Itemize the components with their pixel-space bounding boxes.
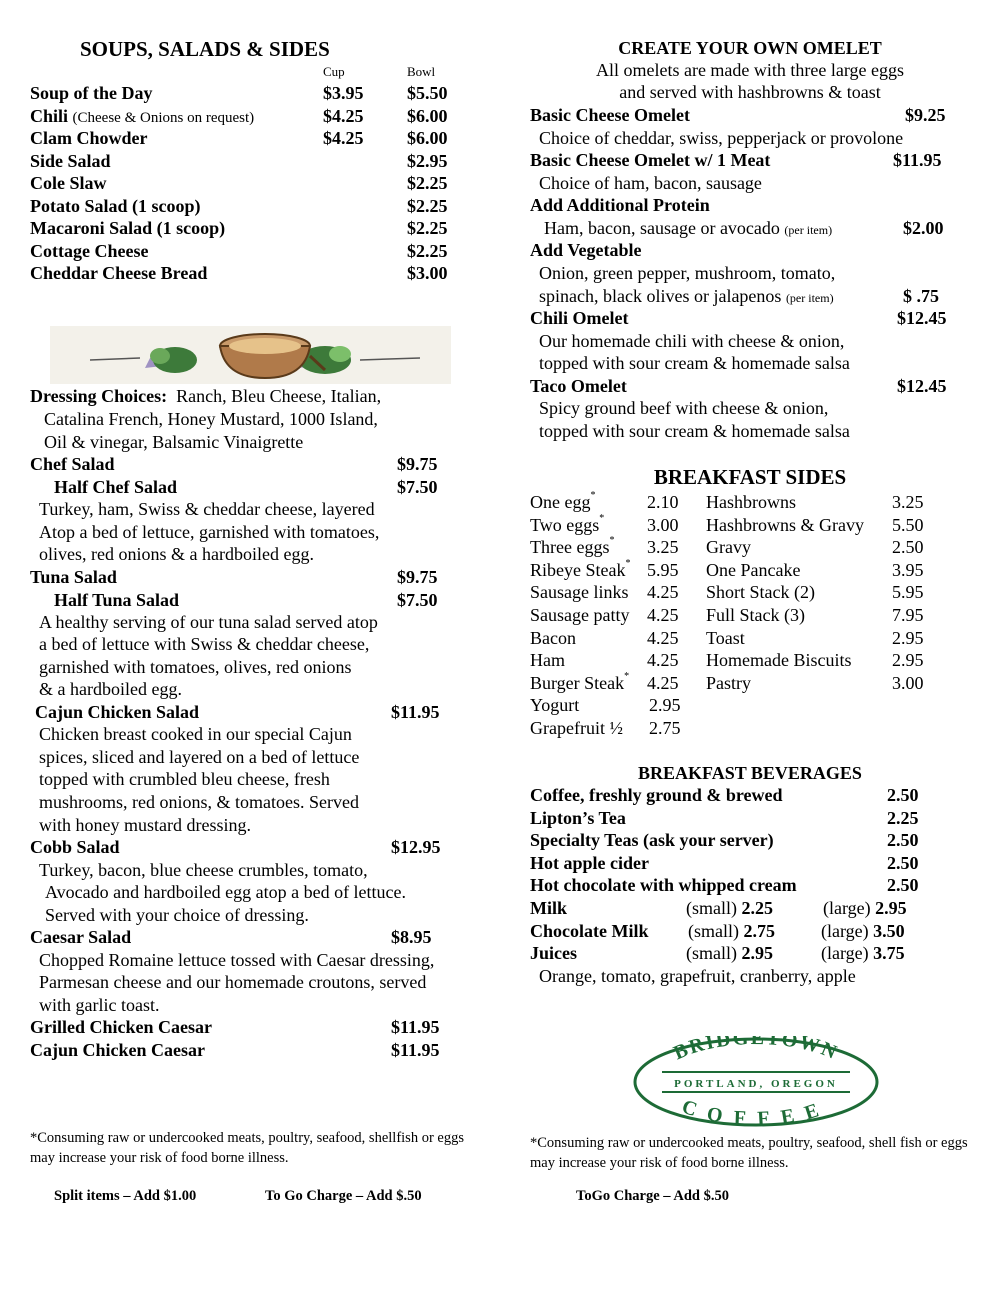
side-item-star: * — [609, 535, 615, 547]
small-size — [688, 920, 775, 942]
cajun-caesar: Cajun Chicken Caesar — [30, 1040, 206, 1060]
taco-omelet: Taco Omelet — [530, 376, 627, 396]
soup-item — [30, 195, 201, 217]
grilled-caesar-price: $11.95 — [391, 1017, 440, 1037]
side-item: One Pancake — [706, 559, 801, 580]
side-item-star: * — [599, 512, 605, 524]
beverage-price: 2.50 — [887, 852, 919, 873]
omelet-title: CREATE YOUR OWN OMELET — [618, 38, 882, 58]
side-item-price: 3.00 — [647, 514, 679, 535]
chili-desc-1: Our homemade chili with cheese & onion, — [539, 331, 845, 351]
side-item-price: 5.95 — [892, 582, 924, 603]
beverage-item: Coffee, freshly ground & brewed — [530, 785, 783, 805]
beverage-item: Hot apple cider — [530, 852, 649, 873]
side-item-price: 3.25 — [647, 537, 679, 558]
large-size — [821, 942, 905, 964]
beverage-price: 2.50 — [887, 875, 919, 895]
soup-cup-price: $4.25 — [323, 128, 364, 148]
large-price: 3.75 — [873, 943, 905, 963]
side-item — [530, 649, 565, 671]
breakfast-sides-title: BREAKFAST SIDES — [653, 465, 847, 489]
side-item-star: * — [624, 670, 630, 682]
side-item-price: 2.95 — [892, 650, 924, 671]
beverage-price: 2.25 — [887, 807, 919, 828]
caesar-desc-3: with garlic toast. — [39, 995, 160, 1015]
tuna-desc-3: garnished with tomatoes, olives, red onions — [39, 657, 352, 677]
basic-omelet-desc: Choice of cheddar, swiss, pepperjack or provolone — [539, 128, 904, 148]
side-item — [530, 581, 629, 603]
side-item-price: 4.25 — [647, 605, 679, 625]
side-item: Homemade Biscuits — [706, 650, 852, 671]
soups-title: SOUPS, SALADS & SIDES — [80, 37, 330, 61]
side-item-price: 2.95 — [649, 695, 681, 716]
logo-mid-text: PORTLAND, OREGON — [674, 1078, 838, 1090]
side-item-name: Three eggs — [530, 537, 610, 558]
side-item-price: 3.00 — [892, 672, 924, 693]
split-charge: Split items – Add $1.00 — [54, 1188, 197, 1204]
side-item-price: 5.95 — [647, 559, 679, 580]
protein-price: $2.00 — [903, 218, 944, 238]
juice-desc: Orange, tomato, grapefruit, cranberry, apple — [539, 966, 856, 986]
large-price: 2.95 — [875, 898, 907, 918]
protein-desc: Ham, bacon, sausage or avocado (per item) — [544, 218, 833, 238]
left-warning: *Consuming raw or undercooked meats, poultry, seafood, shellfish or eggs may increase your risk of food borne illness. — [30, 1130, 464, 1166]
side-item — [530, 717, 623, 739]
small-label: (small) — [686, 943, 737, 963]
cajun-caesar-price: $11.95 — [391, 1040, 440, 1060]
cajun-salad: Cajun Chicken Salad — [35, 702, 200, 722]
chef-desc-3: olives, red onions & a hardboiled egg. — [39, 544, 314, 564]
taco-desc-2: topped with sour cream & homemade salsa — [539, 421, 850, 441]
side-item-price: 3.95 — [892, 559, 924, 580]
large-size — [821, 920, 905, 942]
right-warning: *Consuming raw or undercooked meats, poultry, seafood, shell fish or eggs may increase your risk of food borne illness. — [530, 1135, 968, 1171]
basic-omelet-price: $9.25 — [905, 105, 946, 125]
omelet-sub-2: and served with hashbrowns & toast — [619, 82, 881, 102]
side-item-name: Ham — [530, 650, 565, 671]
taco-desc-1: Spicy ground beef with cheese & onion, — [539, 398, 829, 418]
cobb-desc-1: Turkey, bacon, blue cheese crumbles, tomato, — [39, 860, 368, 880]
cobb-desc-3: Served with your choice of dressing. — [45, 905, 309, 925]
soup-item — [30, 82, 153, 104]
soup-item-note: (Cheese & Onions on request) — [72, 109, 255, 126]
chef-desc-2: Atop a bed of lettuce, garnished with tomatoes, — [39, 522, 380, 542]
cajun-salad-price: $11.95 — [391, 702, 440, 722]
soup-item-name: Cheddar Cheese Bread — [30, 263, 208, 283]
large-label: (large) — [821, 920, 869, 941]
logo-bottom-text: COFFEE — [679, 1095, 833, 1128]
meat-omelet-price: $11.95 — [893, 150, 942, 170]
side-item-price: 4.25 — [647, 627, 679, 648]
soup-item-name: Soup of the Day — [30, 83, 153, 103]
side-item — [530, 672, 629, 694]
small-size — [686, 942, 773, 964]
cajun-desc-2: spices, sliced and layered on a bed of lettuce — [39, 747, 360, 767]
side-item — [530, 491, 595, 513]
soup-cup-price: $4.25 — [323, 105, 364, 126]
omelet-sub-1: All omelets are made with three large eggs — [595, 60, 905, 80]
soup-item — [30, 217, 225, 239]
veg-price: $ .75 — [903, 286, 939, 306]
beverage-item: Chocolate Milk — [530, 920, 649, 941]
basic-omelet: Basic Cheese Omelet — [530, 105, 690, 125]
large-label: (large) — [821, 943, 869, 963]
caesar-desc-1: Chopped Romaine lettuce tossed with Caesar dressing, — [39, 950, 435, 970]
caesar-salad-price: $8.95 — [391, 927, 432, 947]
tuna-salad-price: $9.75 — [397, 567, 438, 587]
side-item-name: Grapefruit ½ — [530, 718, 623, 738]
large-price: 3.50 — [873, 920, 905, 941]
beverage-price: 2.50 — [887, 785, 919, 805]
side-item-price: 5.50 — [892, 514, 924, 535]
side-item-price: 2.10 — [647, 492, 679, 512]
cajun-desc-5: with honey mustard dressing. — [39, 815, 251, 835]
large-label: (large) — [823, 898, 871, 918]
beverage-item: Hot chocolate with whipped cream — [530, 875, 797, 895]
chef-salad: Chef Salad — [30, 454, 115, 474]
beverage-item: Juices — [530, 943, 577, 963]
taco-omelet-price: $12.45 — [897, 376, 947, 396]
add-protein: Add Additional Protein — [530, 195, 710, 215]
side-item-price: 2.95 — [892, 627, 924, 648]
left-togo-charge: To Go Charge – Add $.50 — [265, 1188, 422, 1204]
half-tuna-price: $7.50 — [397, 590, 438, 610]
soup-item-name: Chili — [30, 105, 69, 126]
beverage-item: Specialty Teas (ask your server) — [530, 830, 774, 850]
soup-bowl-price: $2.95 — [407, 150, 448, 171]
grilled-caesar: Grilled Chicken Caesar — [30, 1017, 212, 1037]
side-item: Short Stack (2) — [706, 582, 815, 603]
chef-desc-1: Turkey, ham, Swiss & cheddar cheese, layered — [39, 499, 375, 519]
side-item — [530, 694, 579, 716]
side-item: Gravy — [706, 537, 751, 558]
beverage-item: Milk — [530, 898, 568, 918]
soup-item — [30, 127, 148, 149]
beverage-price: 2.50 — [887, 830, 919, 850]
soup-item — [30, 172, 107, 194]
side-item-name: Burger Steak — [530, 672, 625, 693]
soup-bowl-price: $6.00 — [407, 128, 448, 148]
soup-bowl-illustration — [50, 326, 451, 384]
dressing-line-1: Dressing Choices: Ranch, Bleu Cheese, Italian, — [30, 386, 382, 406]
soup-item — [30, 240, 148, 262]
chili-omelet-price: $12.45 — [897, 308, 947, 328]
side-item-name: Bacon — [530, 627, 576, 648]
side-item-name: Two eggs — [530, 514, 600, 535]
small-price: 2.25 — [741, 898, 773, 918]
side-item-price: 2.50 — [892, 537, 924, 558]
soup-item — [30, 150, 111, 172]
side-item-price: 7.95 — [892, 605, 924, 625]
side-item — [530, 514, 604, 536]
side-item-star: * — [625, 557, 631, 569]
half-tuna-salad: Half Tuna Salad — [54, 590, 180, 610]
logo-top-text: BRIDGETOWN — [670, 1036, 842, 1065]
tuna-salad: Tuna Salad — [30, 567, 117, 587]
add-vegetable: Add Vegetable — [530, 240, 642, 260]
cup-header: Cup — [323, 64, 345, 79]
soup-item — [30, 262, 207, 284]
tuna-desc-1: A healthy serving of our tuna salad served atop — [39, 612, 378, 632]
side-item — [530, 559, 630, 581]
side-item-name: Sausage patty — [530, 605, 630, 625]
side-item — [530, 604, 629, 626]
side-item-name: Sausage links — [530, 582, 629, 603]
side-item-price: 4.25 — [647, 650, 679, 671]
caesar-salad: Caesar Salad — [30, 927, 132, 947]
soup-item-name: Cole Slaw — [30, 173, 107, 193]
cajun-desc-4: mushrooms, red onions, & tomatoes. Served — [39, 792, 359, 812]
small-size — [686, 897, 773, 919]
soup-bowl-price: $2.25 — [407, 240, 448, 261]
side-item — [530, 627, 576, 649]
tuna-desc-4: & a hardboiled egg. — [39, 679, 182, 699]
side-item-price: 4.25 — [647, 672, 679, 693]
side-item-name: Yogurt — [530, 695, 580, 716]
soup-bowl-price: $6.00 — [407, 105, 448, 126]
small-label: (small) — [688, 920, 739, 941]
soup-item-name: Potato Salad (1 scoop) — [30, 195, 201, 216]
beverage-item: Lipton’s Tea — [530, 807, 626, 828]
soup-bowl-price: $2.25 — [407, 195, 448, 216]
side-item: Hashbrowns — [706, 492, 796, 512]
side-item-name: Ribeye Steak — [530, 559, 626, 580]
bridgetown-coffee-logo — [632, 1036, 880, 1128]
side-item: Pastry — [706, 672, 751, 693]
side-item-price: 4.25 — [647, 582, 679, 603]
half-chef-price: $7.50 — [397, 477, 438, 497]
cajun-desc-1: Chicken breast cooked in our special Cajun — [39, 724, 352, 744]
side-item — [530, 536, 614, 558]
bowl-header: Bowl — [407, 64, 436, 79]
chili-desc-2: topped with sour cream & homemade salsa — [539, 353, 850, 373]
soup-item-name: Side Salad — [30, 150, 111, 171]
side-item-price: 2.75 — [649, 718, 681, 738]
side-item-star: * — [590, 490, 596, 501]
soup-bowl-price: $5.50 — [407, 83, 448, 103]
soup-item-name: Cottage Cheese — [30, 240, 149, 261]
soup-bowl-price: $2.25 — [407, 218, 448, 238]
dressing-line-3: Oil & vinegar, Balsamic Vinaigrette — [44, 432, 304, 452]
meat-omelet: Basic Cheese Omelet w/ 1 Meat — [530, 150, 771, 170]
soup-item-name: Macaroni Salad (1 scoop) — [30, 218, 226, 238]
side-item: Full Stack (3) — [706, 605, 805, 625]
chili-omelet: Chili Omelet — [530, 308, 629, 328]
veg-desc-1: Onion, green pepper, mushroom, tomato, — [539, 263, 836, 283]
half-chef-salad: Half Chef Salad — [54, 477, 178, 497]
tuna-desc-2: a bed of lettuce with Swiss & cheddar cheese, — [39, 634, 370, 654]
side-item-price: 3.25 — [892, 492, 924, 512]
soup-item-name: Clam Chowder — [30, 128, 148, 148]
caesar-desc-2: Parmesan cheese and our homemade croutons, served — [39, 972, 427, 992]
side-item: Hashbrowns & Gravy — [706, 514, 864, 535]
side-item: Toast — [706, 627, 745, 648]
right-togo-charge: ToGo Charge – Add $.50 — [576, 1188, 729, 1204]
beverages-title: BREAKFAST BEVERAGES — [638, 763, 862, 783]
cobb-salad: Cobb Salad — [30, 837, 120, 857]
meat-omelet-desc: Choice of ham, bacon, sausage — [539, 173, 762, 193]
veg-desc-2: spinach, black olives or jalapenos (per item) — [539, 286, 834, 306]
small-label: (small) — [686, 898, 737, 918]
side-item-name: One egg — [530, 492, 591, 512]
soup-bowl-price: $2.25 — [407, 173, 448, 193]
small-price: 2.95 — [741, 943, 773, 963]
soup-cup-price: $3.95 — [323, 83, 364, 103]
dressing-line-2: Catalina French, Honey Mustard, 1000 Island, — [44, 409, 378, 429]
chef-salad-price: $9.75 — [397, 454, 438, 474]
soup-item — [30, 105, 254, 129]
cobb-desc-2: Avocado and hardboiled egg atop a bed of lettuce. — [45, 882, 407, 902]
soup-bowl-price: $3.00 — [407, 263, 448, 283]
large-size — [823, 897, 907, 919]
cajun-desc-3: topped with crumbled bleu cheese, fresh — [39, 769, 330, 789]
small-price: 2.75 — [743, 920, 775, 941]
cobb-salad-price: $12.95 — [391, 837, 441, 857]
